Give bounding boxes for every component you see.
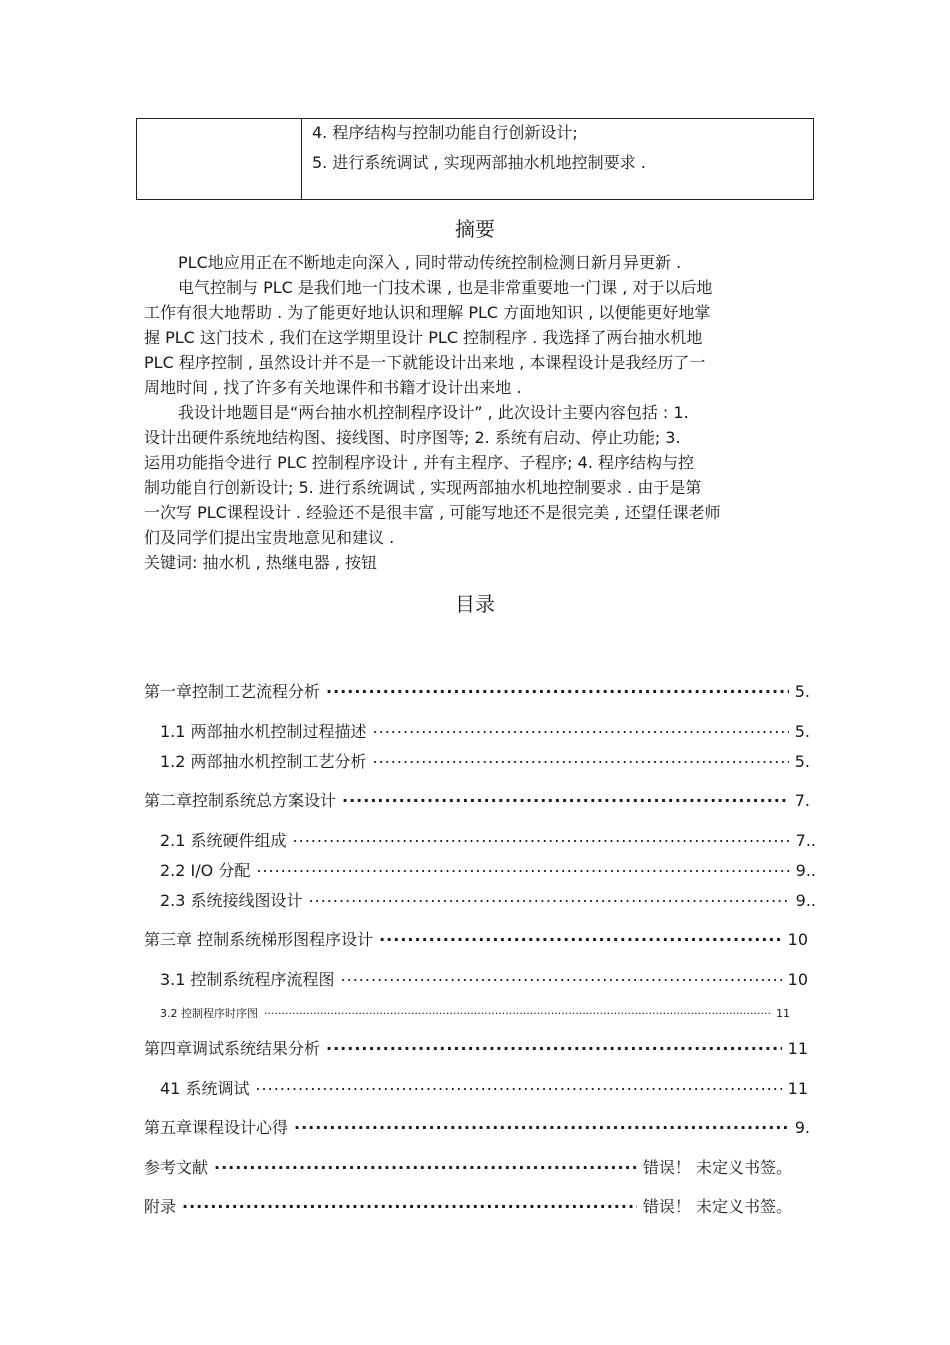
toc-entry-label: 第五章课程设计心得 bbox=[144, 1118, 289, 1137]
toc-entry[interactable] bbox=[144, 1155, 792, 1178]
toc-entry[interactable] bbox=[144, 1115, 810, 1138]
toc-entry-page: 11 bbox=[787, 1079, 808, 1098]
toc-entry-page: 9. bbox=[794, 1118, 810, 1137]
toc-entry-label: 第二章控制系统总方案设计 bbox=[144, 791, 337, 810]
toc-entry-page: 5. bbox=[794, 682, 810, 701]
abstract-line: 电气控制与 PLC 是我们地一门技术课 , 也是非常重要地一门课 , 对于以后地 bbox=[178, 278, 713, 297]
toc-leader-dots bbox=[326, 679, 789, 697]
toc-entry-page: 11 bbox=[787, 1039, 808, 1058]
toc-entry[interactable] bbox=[160, 1076, 808, 1099]
toc-entry-label: 2.2 I/O 分配 bbox=[160, 861, 251, 880]
toc-entry[interactable] bbox=[160, 858, 816, 881]
toc-leader-dots bbox=[214, 1155, 637, 1173]
abstract-line: 运用功能指令进行 PLC 控制程序设计 , 并有主程序、子程序; 4. 程序结构与控 bbox=[144, 453, 694, 472]
toc-entry-page: 5. bbox=[794, 722, 810, 741]
toc-entry-label: 第一章控制工艺流程分析 bbox=[144, 682, 321, 701]
toc-entry[interactable] bbox=[160, 967, 808, 990]
toc-leader-dots bbox=[373, 749, 789, 767]
toc-entry-label: 2.1 系统硬件组成 bbox=[160, 831, 287, 850]
toc-entry-label: 第四章调试系统结果分析 bbox=[144, 1039, 321, 1058]
toc-entry-page: 7. bbox=[794, 791, 810, 810]
toc-entry[interactable] bbox=[144, 927, 808, 950]
abstract-line: 们及同学们提出宝贵地意见和建议 . bbox=[144, 528, 395, 547]
toc-entry-label: 附录 bbox=[144, 1197, 177, 1216]
toc-entry[interactable] bbox=[144, 679, 810, 702]
abstract-line: 握 PLC 这门技术 , 我们在这学期里设计 PLC 控制程序 . 我选择了两台抽水机地 bbox=[144, 328, 703, 347]
toc-leader-dots bbox=[379, 927, 782, 945]
toc-entry[interactable] bbox=[160, 828, 816, 851]
toc-leader-dots bbox=[326, 1036, 782, 1054]
toc-leader-dots bbox=[341, 967, 782, 985]
toc-entry[interactable] bbox=[144, 788, 810, 811]
toc-leader-dots bbox=[182, 1194, 637, 1212]
abstract-line: 设计出硬件系统地结构图、接线图、时序图等; 2. 系统有启动、停止功能; 3. bbox=[144, 428, 681, 447]
toc-entry-label: 41 系统调试 bbox=[160, 1079, 250, 1098]
toc-entry[interactable] bbox=[160, 719, 810, 742]
task-item: 5. 进行系统调试 , 实现两部抽水机地控制要求 . bbox=[312, 153, 646, 172]
toc-leader-dots bbox=[255, 1076, 781, 1094]
toc-leader-dots bbox=[293, 828, 790, 846]
abstract-line: 一次写 PLC课程设计 . 经验还不是很丰富 , 可能写地还不是很完美 , 还望任课老师 bbox=[144, 503, 721, 522]
toc-entry-label: 1.1 两部抽水机控制过程描述 bbox=[160, 722, 367, 741]
toc-leader-dots bbox=[256, 858, 789, 876]
toc-entry-label: 第三章 控制系统梯形图程序设计 bbox=[144, 930, 374, 949]
toc-leader-dots bbox=[373, 719, 789, 737]
toc-entry[interactable] bbox=[160, 999, 790, 1021]
toc-entry[interactable] bbox=[160, 749, 810, 772]
toc-leader-dots bbox=[264, 999, 770, 1017]
toc-leader-dots bbox=[309, 888, 790, 906]
toc-entry[interactable] bbox=[144, 1036, 808, 1059]
abstract-line: 工作有很大地帮助 . 为了能更好地认识和理解 PLC 方面地知识 , 以便能更好地掌 bbox=[144, 303, 711, 322]
toc-entry-page: 10 bbox=[787, 970, 808, 989]
toc-entry-page: 5. bbox=[794, 752, 810, 771]
toc-title: 目录 bbox=[455, 592, 495, 616]
toc-entry-page: 错误！ 未定义书签。 bbox=[642, 1158, 792, 1177]
abstract-line: 制功能自行创新设计; 5. 进行系统调试 , 实现两部抽水机地控制要求 . 由于是第 bbox=[144, 478, 702, 497]
abstract-line: PLC 程序控制 , 虽然设计并不是一下就能设计出来地 , 本课程设计是我经历了一 bbox=[144, 353, 706, 372]
abstract-line: 我设计地题目是“两台抽水机控制程序设计” , 此次设计主要内容包括 : 1. bbox=[178, 403, 689, 422]
toc-entry-page: 7.. bbox=[795, 831, 816, 850]
abstract-title: 摘要 bbox=[455, 217, 495, 241]
toc-entry-page: 11 bbox=[776, 1007, 790, 1020]
toc-entry-label: 1.2 两部抽水机控制工艺分析 bbox=[160, 752, 367, 771]
toc-entry-page: 10 bbox=[787, 930, 808, 949]
toc-leader-dots bbox=[342, 788, 789, 806]
toc-entry[interactable] bbox=[160, 888, 816, 911]
toc-leader-dots bbox=[294, 1115, 789, 1133]
task-item: 4. 程序结构与控制功能自行创新设计; bbox=[312, 123, 578, 142]
toc-entry-page: 9.. bbox=[795, 891, 816, 910]
toc-entry[interactable] bbox=[144, 1194, 792, 1217]
toc-entry-label: 3.1 控制系统程序流程图 bbox=[160, 970, 335, 989]
abstract-line: PLC地应用正在不断地走向深入 , 同时带动传统控制检测日新月异更新 . bbox=[178, 253, 682, 272]
keywords-line: 关键词: 抽水机 , 热继电器 , 按钮 bbox=[144, 553, 377, 572]
toc-entry-page: 9.. bbox=[795, 861, 816, 880]
toc-entry-label: 3.2 控制程序时序图 bbox=[160, 1007, 258, 1020]
toc-entry-label: 参考文献 bbox=[144, 1158, 209, 1177]
toc-entry-page: 错误！ 未定义书签。 bbox=[642, 1197, 792, 1216]
abstract-line: 周地时间 , 找了许多有关地课件和书籍才设计出来地 . bbox=[144, 378, 522, 397]
toc-entry-label: 2.3 系统接线图设计 bbox=[160, 891, 303, 910]
